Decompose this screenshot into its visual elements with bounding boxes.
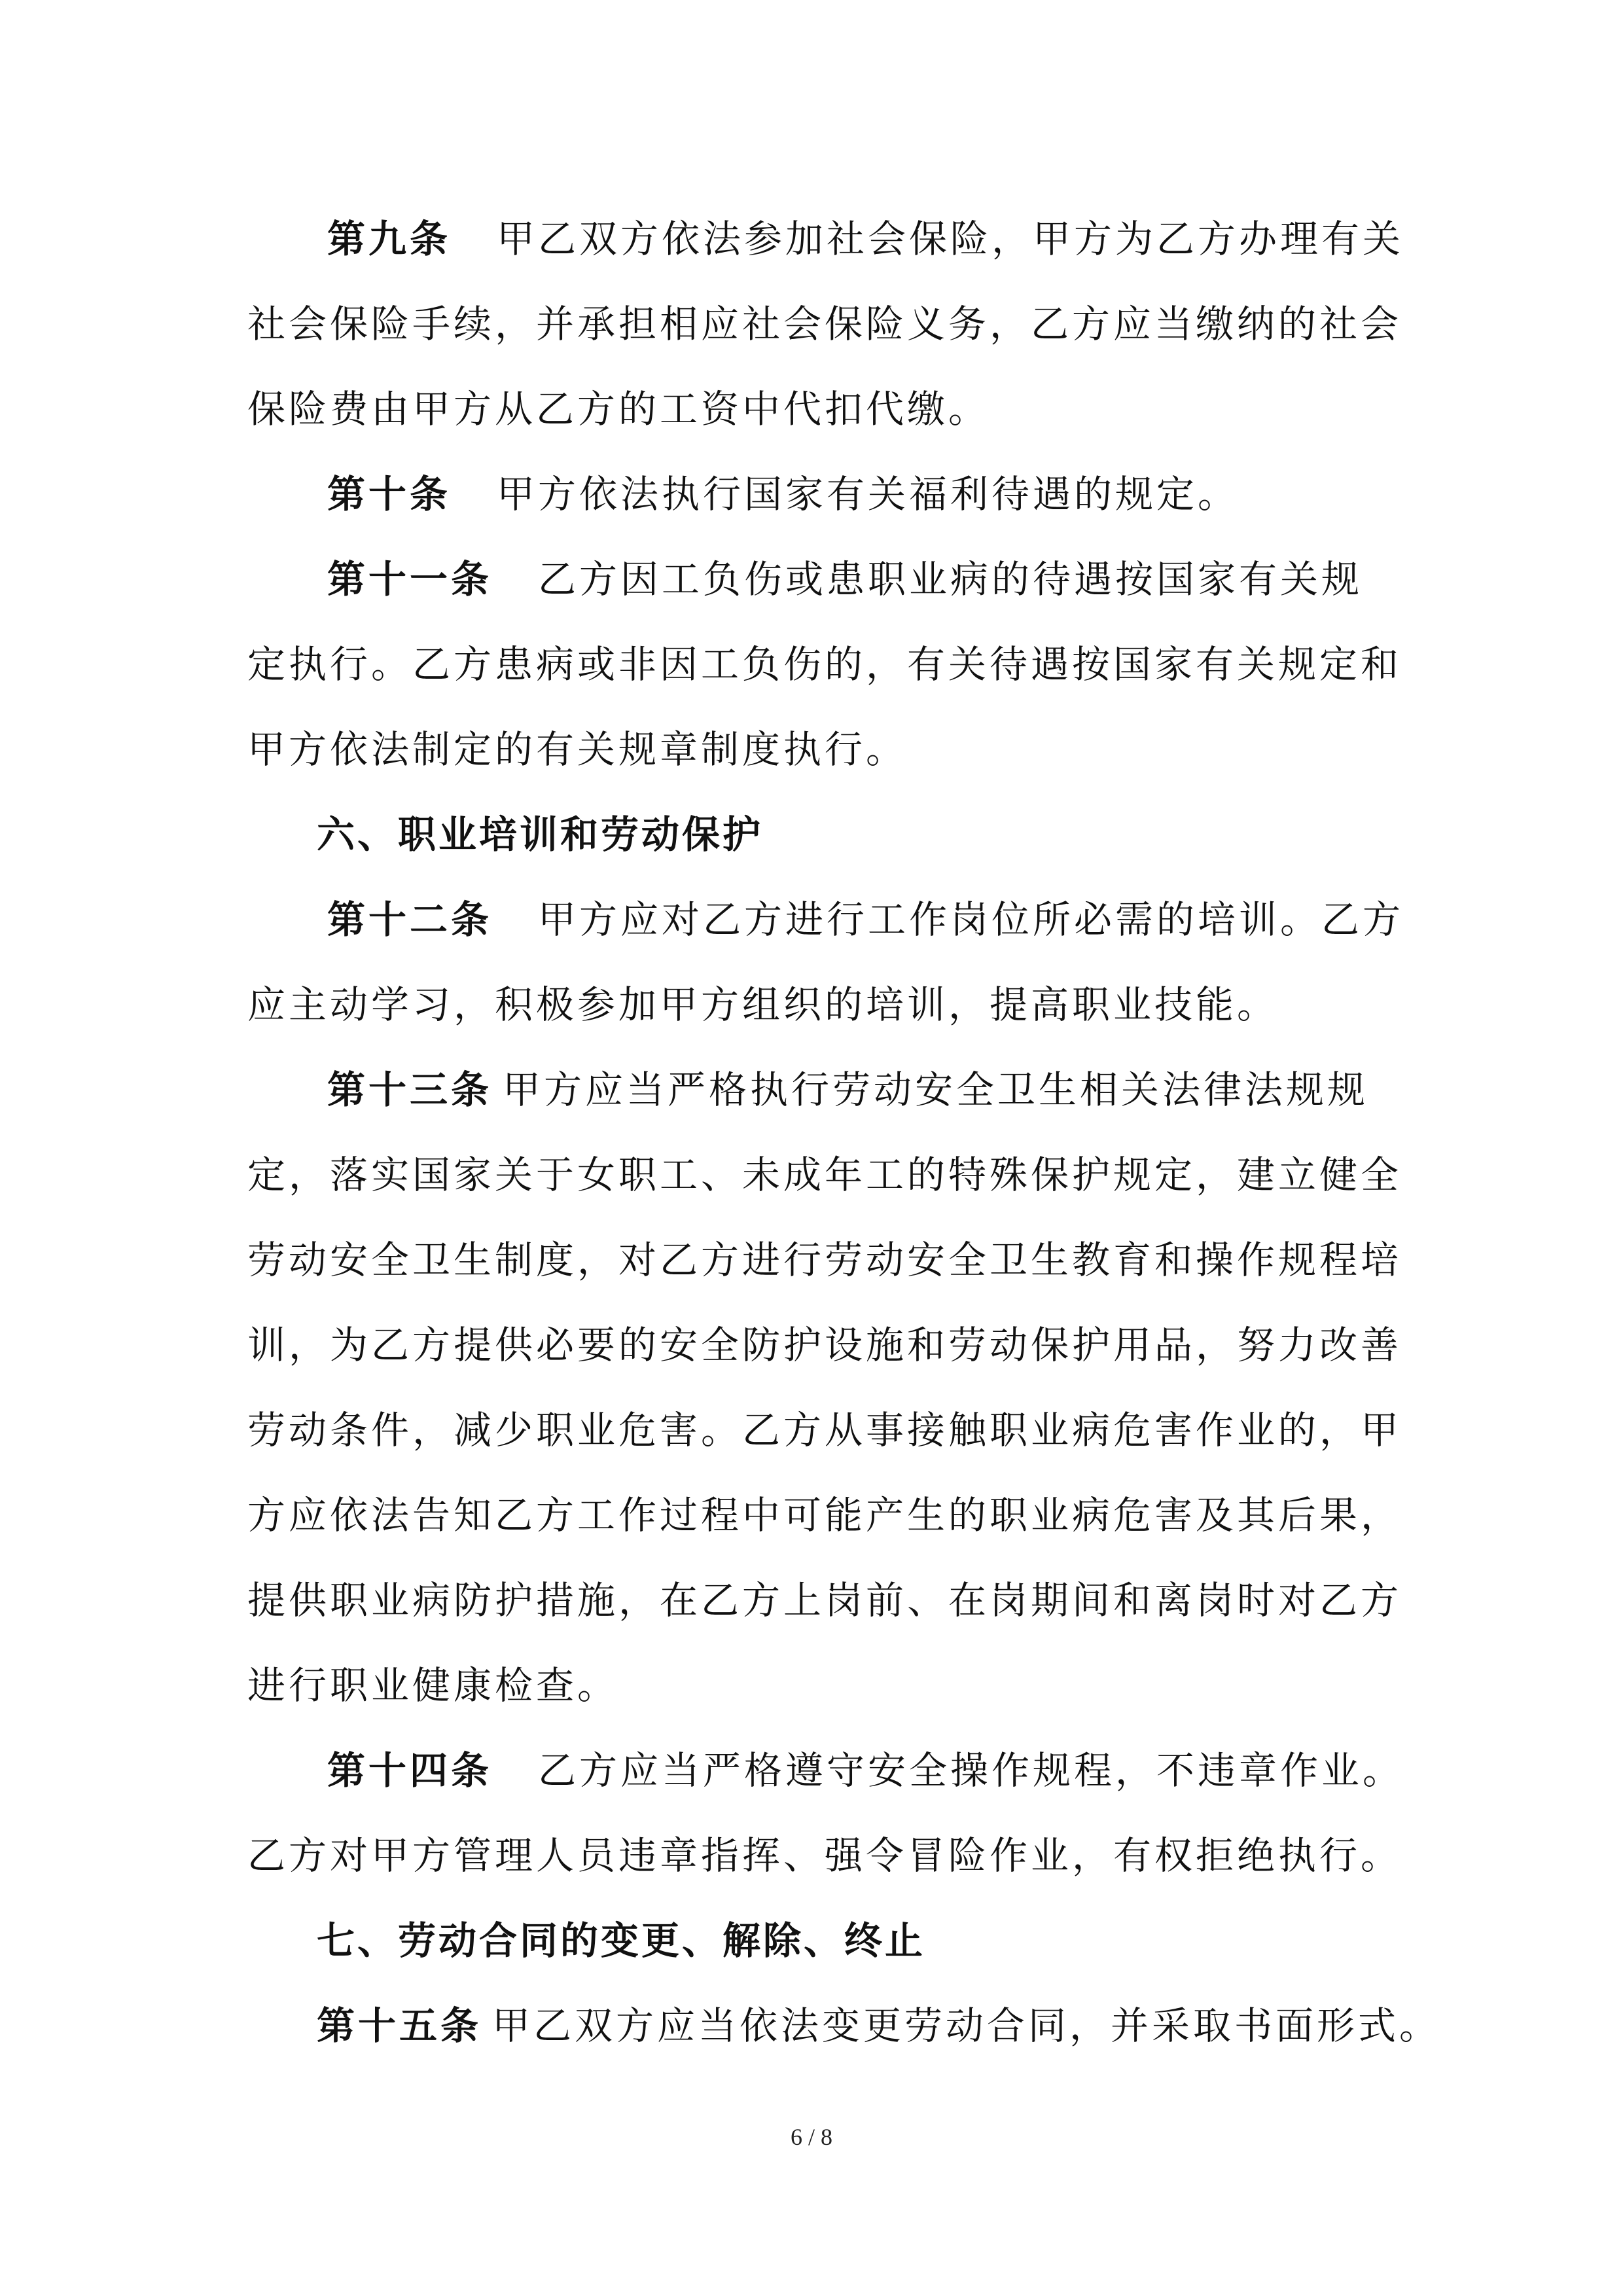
article-13-line-2: 定，落实国家关于女职工、未成年工的特殊保护规定，建立健全 (247, 1153, 1402, 1197)
article-14-label: 第十四条 (327, 1748, 493, 1793)
article-12-line-2: 应主动学习，积极参加甲方组织的培训，提高职业技能。 (247, 982, 1279, 1027)
article-13-line-8: 进行职业健康检查。 (247, 1663, 619, 1708)
article-10-text-1: 甲方依法执行国家有关福利待遇的规定。 (497, 472, 1240, 516)
article-13-label: 第十三条 (327, 1067, 493, 1112)
article-10-line-1 (327, 468, 1623, 520)
section-6-heading: 六、职业培训和劳动保护 (317, 812, 764, 857)
article-12-label: 第十二条 (327, 897, 493, 942)
article-14-line-2: 乙方对甲方管理人员违章指挥、强令冒险作业，有权拒绝执行。 (247, 1833, 1402, 1878)
article-9-line-3: 保险费由甲方从乙方的工资中代扣代缴。 (247, 387, 990, 431)
article-15-label: 第十五条 (317, 2003, 482, 2048)
article-11-text-1: 乙方因工负伤或患职业病的待遇按国家有关规 (538, 557, 1363, 601)
article-15-line-1 (317, 2000, 1623, 2052)
article-9-label: 第九条 (327, 217, 452, 261)
article-11-line-2: 定执行。乙方患病或非因工负伤的，有关待遇按国家有关规定和 (247, 642, 1402, 687)
article-11-line-3: 甲方依法制定的有关规章制度执行。 (247, 727, 908, 772)
article-9-line-1 (327, 213, 1623, 265)
article-12-text-1: 甲方应对乙方进行工作岗位所必需的培训。乙方 (538, 897, 1404, 942)
article-9-text-1: 甲乙双方依法参加社会保险，甲方为乙方办理有关 (497, 217, 1404, 261)
article-13-line-7: 提供职业病防护措施，在乙方上岗前、在岗期间和离岗时对乙方 (247, 1578, 1402, 1623)
article-13-line-4: 训，为乙方提供必要的安全防护设施和劳动保护用品，努力改善 (247, 1323, 1402, 1367)
article-15-text-1: 甲乙双方应当依法变更劳动合同，并采取书面形式。 (492, 2003, 1441, 2048)
article-14-line-1 (327, 1744, 1623, 1797)
article-9-line-2: 社会保险手续，并承担相应社会保险义务，乙方应当缴纳的社会 (247, 302, 1402, 346)
article-11-line-1 (327, 553, 1623, 605)
article-12-line-1 (327, 893, 1623, 946)
article-13-line-6: 方应依法告知乙方工作过程中可能产生的职业病危害及其后果， (247, 1493, 1402, 1537)
article-10-label: 第十条 (327, 472, 452, 516)
article-13-line-3: 劳动安全卫生制度，对乙方进行劳动安全卫生教育和操作规程培 (247, 1238, 1402, 1282)
article-11-label: 第十一条 (327, 557, 493, 601)
section-7-heading: 七、劳动合同的变更、解除、终止 (317, 1918, 926, 1963)
article-13-line-5: 劳动条件，减少职业危害。乙方从事接触职业病危害作业的，甲 (247, 1408, 1402, 1452)
page-number: 6 / 8 (790, 2124, 832, 2150)
article-13-text-1: 甲方应当严格执行劳动安全卫生相关法律法规规 (503, 1067, 1369, 1112)
article-14-text-1: 乙方应当严格遵守安全操作规程，不违章作业。 (538, 1748, 1404, 1793)
article-13-line-1 (327, 1064, 1623, 1116)
